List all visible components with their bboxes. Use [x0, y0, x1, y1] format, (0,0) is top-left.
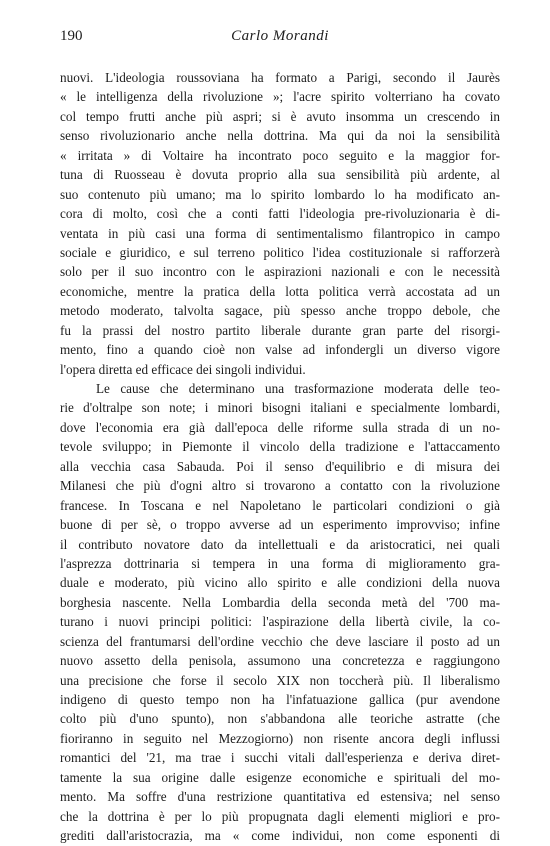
- text-line: Milanesi che più d'ogni altro si trovarono a contatto con la rivoluzione: [60, 478, 500, 494]
- text-line: francese. In Toscana e nel Napoletano le particolari condizioni o già: [60, 497, 500, 513]
- text-line: grediti dall'aristocrazia, ma « come individui, non come esponenti di: [60, 828, 500, 844]
- text-line: nuovo assetto della penisola, assumono una concretezza e raggiungono: [60, 653, 500, 669]
- page-number: 190: [60, 28, 83, 44]
- paragraph-1: [60, 68, 500, 379]
- text-line: colto più d'uno spunto), non s'abbandona alle teoriche astratte (che: [60, 711, 500, 727]
- running-title: Carlo Morandi: [231, 28, 329, 44]
- text-line: nuovi. L'ideologia roussoviana ha formato a Parigi, secondo il Jaurès: [60, 70, 500, 85]
- text-line: tevole sviluppo; in Piemonte il vincolo della tradizione e l'attaccamento: [60, 439, 500, 455]
- text-line: solo per il suo incontro con le aspirazioni nazionali e con le necessità: [60, 264, 500, 280]
- text-line: duale e moderato, più vicino allo spirito e alle condizioni della nuova: [60, 575, 500, 591]
- text-line: suo contenuto più umano; ma lo spirito lombardo lo ha modificato an-: [60, 186, 500, 202]
- body-text: [60, 68, 500, 846]
- text-line: cora di molto, così che a conti fatti l'ideologia pre-rivoluzionaria è di-: [60, 206, 500, 222]
- text-line: una precisione che forse il secolo XIX non toccherà più. Il liberalismo: [60, 672, 500, 688]
- text-line: col tempo frutti anche più aspri; si è avuto insomma un crescendo in: [60, 108, 500, 124]
- text-line: borghesia nascente. Nella Lombardia della seconda metà del '700 ma-: [60, 594, 500, 610]
- text-line: turano i nuovi principi politici: l'aspirazione della libertà civile, la co-: [60, 614, 500, 630]
- text-line: indigeno di questo tempo non ha l'infatuazione gallica (pur avendone: [60, 692, 500, 707]
- text-line: « irritata » di Voltaire ha incontrato poco seguito e la maggior for-: [60, 147, 500, 163]
- text-line: l'opera diretta ed efficace dei singoli individui.: [60, 361, 306, 377]
- text-line: dove l'economia era già dall'epoca delle riforme sulla strada di un no-: [60, 419, 500, 435]
- text-line: ventata in più casi una forma di sentimentalismo filantropico in campo: [60, 225, 500, 241]
- text-line: tamente la sua origine dalle esigenze economiche e spirituali del mo-: [60, 769, 500, 785]
- text-line: Le cause che determinano una trasformazione moderata delle teo-: [96, 381, 500, 396]
- text-line: sociale e giuridico, e sul terreno politico l'idea costituzionale si rafforzerà: [60, 244, 500, 260]
- text-line: fioriranno in seguito nel Mezzogiorno) non risente ancora degli influssi: [60, 730, 500, 746]
- text-line: tuna di Ruosseau è dovuta proprio alla sua sensibilità più ardente, al: [60, 167, 500, 183]
- page-header: [60, 28, 500, 50]
- text-line: economiche, mentre la pratica della lotta politica verrà accostata ad un: [60, 283, 500, 299]
- text-line: mento, fino a quando cioè non valse ad infondergli un diverso vigore: [60, 342, 500, 358]
- text-line: metodo moderato, talvolta sagace, più spesso anche troppo debole, che: [60, 303, 500, 319]
- text-line: il contributo novatore dato da intellettuali e da aristocratici, nei quali: [60, 536, 500, 552]
- text-line: mento. Ma soffre d'una restrizione quantitativa ed estensiva; nel senso: [60, 789, 500, 805]
- text-line: « le intelligenza della rivoluzione »; l'acre spirito volterriano ha covato: [60, 89, 500, 105]
- text-line: fu la prassi del nostro partito liberale durante gran parte del risorgi-: [60, 322, 500, 338]
- text-line: buone di per sè, o troppo avverse ad un esperimento improvviso; infine: [60, 517, 500, 533]
- text-line: che la dottrina è per lo più propugnata dagli elementi migliori e pro-: [60, 808, 500, 824]
- text-line: rie d'oltralpe son note; i minori bisogni italiani e specialmente lombardi,: [60, 400, 500, 416]
- text-line: romantici del '21, ma trae i succhi vitali dall'esperienza e deriva diret-: [60, 750, 500, 766]
- text-line: alla vecchia casa Sabauda. Poi il senso d'equilibrio e di misura dei: [60, 458, 500, 474]
- paragraph-2: [60, 379, 500, 846]
- text-line: senso rivoluzionario anche nella dottrina. Ma qui da noi la sensibilità: [60, 128, 500, 144]
- text-line: l'asprezza dottrinaria si tempera in una forma di miglioramento gra-: [60, 555, 500, 571]
- text-line: scienza del frantumarsi dell'ordine vecchio che deve lasciare il posto ad un: [60, 633, 500, 649]
